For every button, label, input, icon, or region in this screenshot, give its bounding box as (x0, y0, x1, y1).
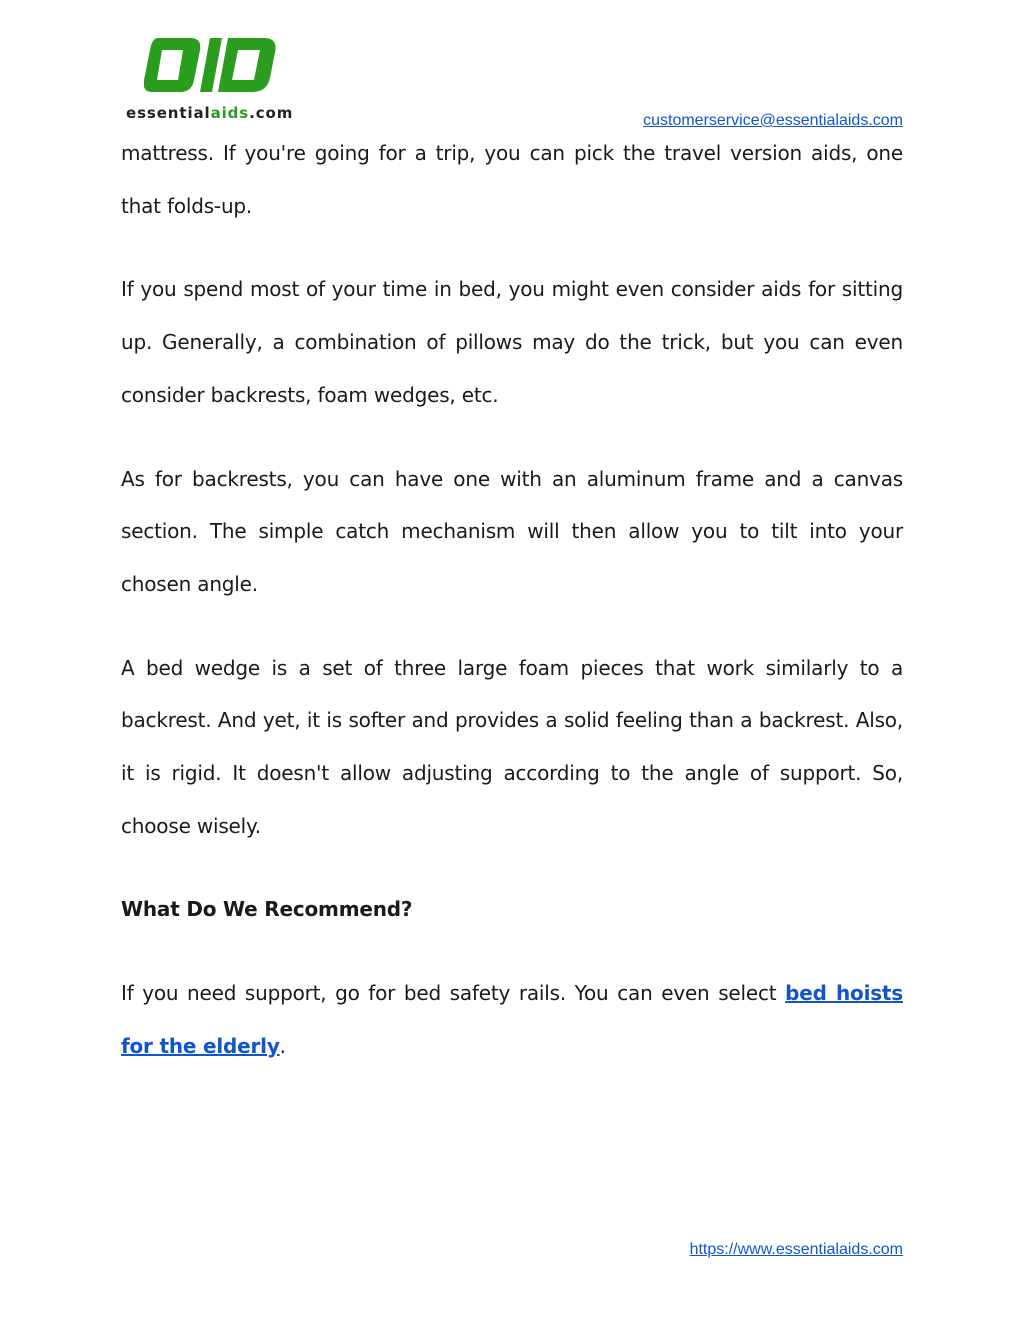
brand-logo (122, 30, 297, 125)
paragraph-bed-wedge: A bed wedge is a set of three large foam pieces that work similarly to a backrest. And yet, it is softer and provides a solid feeling than a backrest. Also, it is rigid. It doesn't allow adjusting according to the angle of support. So, choose wisely. (121, 655, 903, 838)
paragraph-travel-aids: mattress. If you're going for a trip, you can pick the travel version aids, one that folds-up. (121, 141, 903, 218)
logo-wordmark: essentialaids.com (126, 104, 294, 122)
logo-mark-icon (144, 34, 279, 96)
section-heading-recommend: What Do We Recommend? (121, 897, 413, 922)
website-link[interactable]: https://www.essentialaids.com (689, 1241, 903, 1258)
paragraph-backrests: As for backrests, you can have one with an aluminum frame and a canvas section. The simple catch mechanism will then allow you to tilt into your chosen angle. (121, 466, 903, 596)
bed-hoists-link[interactable]: bed hoists for the elderly (121, 981, 903, 1058)
customer-service-email-link[interactable]: customerservice@essentialaids.com (643, 112, 903, 129)
document-body (121, 127, 903, 1104)
paragraph-recommendation: If you need support, go for bed safety rails. You can even select bed hoists for the elderly. (121, 981, 903, 1058)
paragraph-sitting-up: If you spend most of your time in bed, you might even consider aids for sitting up. Generally, a combination of pillows may do the trick, but you can even consider backrests, foam wedges, etc. (121, 277, 903, 407)
